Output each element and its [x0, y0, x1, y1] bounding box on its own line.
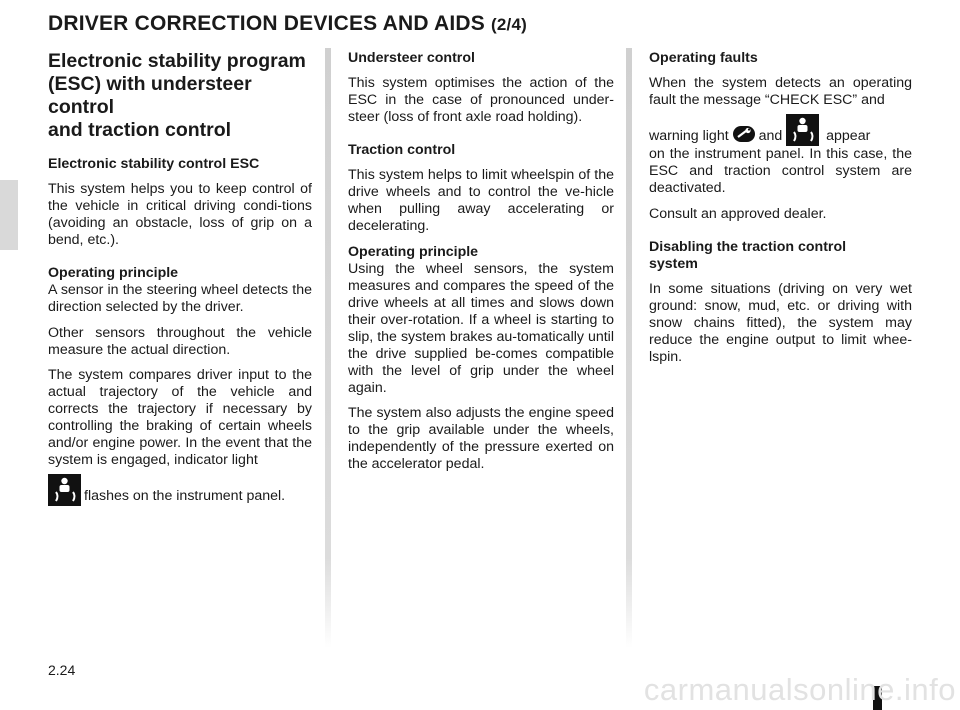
disabling-heading	[649, 239, 912, 273]
esc-warning-icon	[48, 474, 81, 506]
flashes-paragraph	[48, 474, 312, 506]
faults-paragraph-3: on the instrument panel. In this case, the ESC and traction control system are deactivated.	[649, 146, 912, 196]
faults-paragraph-2	[649, 114, 912, 146]
disabling-heading-line-2: system	[649, 255, 698, 272]
appear-text: appear	[826, 128, 871, 144]
watermark-text: carmanualsonline.info	[643, 672, 956, 707]
operating-principle-paragraph-2: Using the wheel sensors, the system measures and compares the speed of the drive wheels at all times and slows down their over-rotation. If a wheel is starting to slip, the system brakes au-tomatically until the drive supplied be-comes compatible with the level of grip under the wheel again.	[348, 260, 614, 396]
traction-heading: Traction control	[348, 142, 456, 158]
operating-faults-heading: Operating faults	[649, 50, 758, 66]
sensors-paragraph: Other sensors throughout the vehicle measure the actual direction.	[48, 324, 312, 358]
adjusts-paragraph: The system also adjusts the engine speed to the grip available under the wheels, independently of the pressure exerted on the accelerator pedal.	[348, 405, 614, 472]
disabling-heading-line-1: Disabling the traction control	[649, 238, 847, 255]
understeer-heading: Understeer control	[348, 50, 475, 66]
disabling-paragraph: In some situations (driving on very wet ground: snow, mud, etc. or driving with snow chains fitted), the system may reduce the engine output to limit whee-lspin.	[649, 280, 912, 365]
column-2	[348, 50, 614, 482]
section-tab-marker	[0, 180, 18, 250]
operating-principle-paragraph: A sensor in the steering wheel detects the direction selected by the driver.	[48, 282, 312, 315]
page-title-text: DRIVER CORRECTION DEVICES AND AIDS	[48, 12, 485, 35]
understeer-paragraph: This system optimises the action of the ESC in the case of pronounced under-steer (loss of front axle road holding).	[348, 75, 614, 125]
column-1	[48, 50, 312, 515]
column-divider-left	[325, 48, 331, 648]
section-title	[48, 50, 312, 142]
operating-principle-heading: Operating principle	[48, 265, 179, 281]
traction-paragraph: This system helps to limit wheelspin of the drive wheels and to control the ve-hicle when pulling away accelerating or decelerating.	[348, 167, 614, 234]
page-title-subtitle: (2/4)	[491, 15, 527, 34]
spanner-warning-icon	[733, 126, 755, 142]
page-number: 2.24	[48, 662, 76, 678]
esc-warning-icon-2	[786, 114, 819, 146]
and-text: and	[758, 128, 783, 144]
operating-principle-heading-2: Operating principle	[348, 243, 479, 260]
compare-paragraph: The system compares driver input to the actual trajectory of the vehicle and corrects the trajectory if necessary by controlling the braking of certain wheels and/or engine power. In the event that the system is engaged, indicator light	[48, 367, 312, 468]
column-3	[649, 50, 912, 374]
section-title-line-3: and traction control	[48, 119, 232, 141]
column-divider-right	[626, 48, 632, 648]
section-title-line-1: Electronic stability program	[48, 50, 306, 72]
consult-paragraph: Consult an approved dealer.	[649, 205, 827, 222]
esc-paragraph: This system helps you to keep control of the vehicle in critical driving condi-tions (avoiding an obstacle, loss of grip on a bend, etc.).	[48, 181, 312, 248]
section-title-line-2: (ESC) with understeer control	[48, 73, 252, 118]
warning-light-text: warning light	[649, 128, 729, 144]
page-title	[48, 12, 527, 36]
esc-heading: Electronic stability control ESC	[48, 156, 260, 172]
faults-paragraph-1: When the system detects an operating fault the message “CHECK ESC” and	[649, 75, 912, 108]
flashes-text: flashes on the instrument panel.	[84, 488, 286, 504]
